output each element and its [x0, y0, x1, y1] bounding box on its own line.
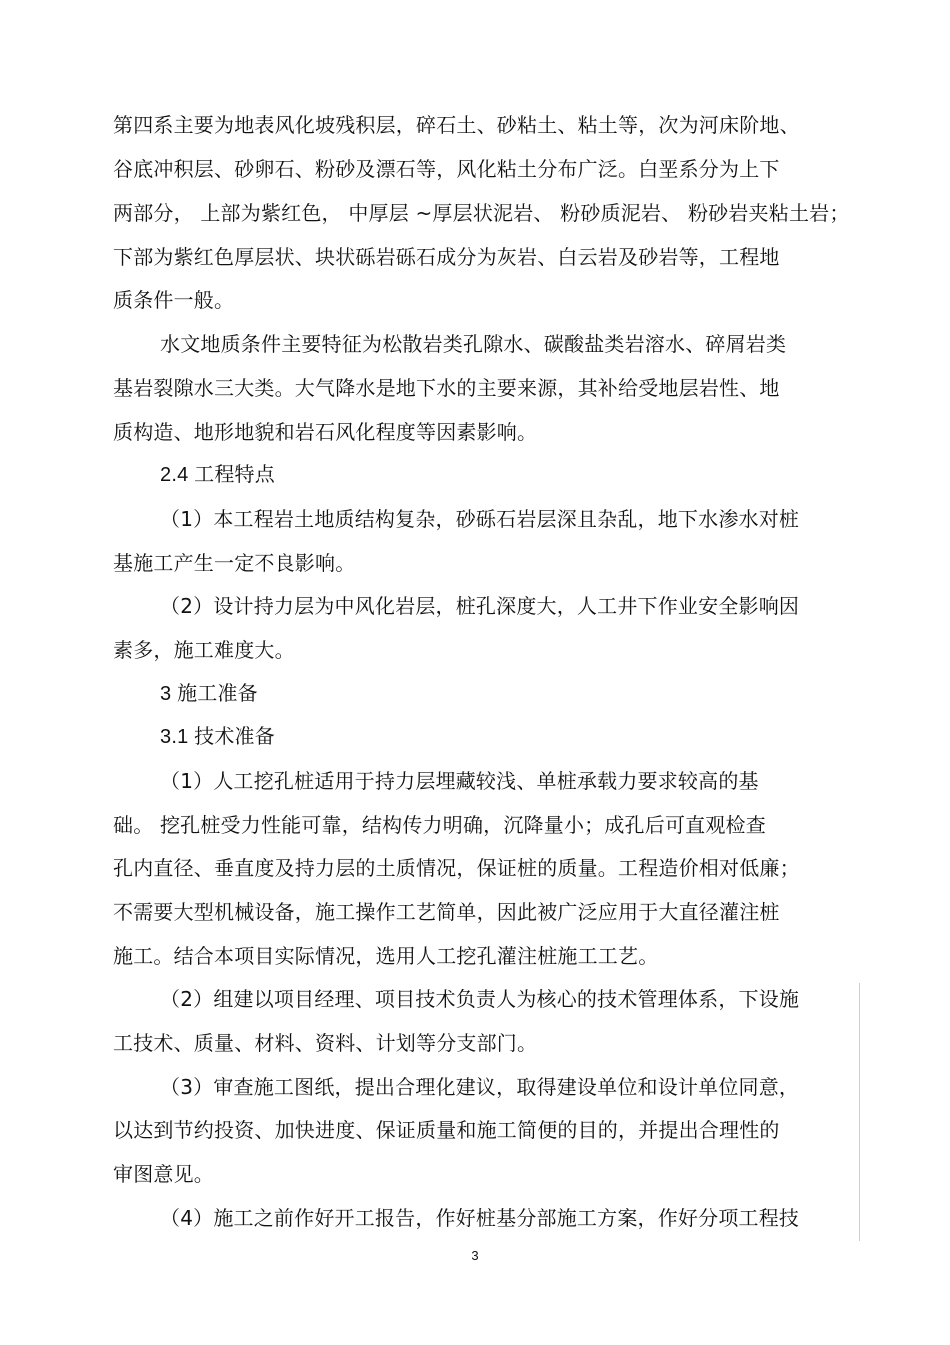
text-line: 孔内直径、垂直度及持力层的土质情况，保证桩的质量。工程造价相对低廉； — [113, 856, 800, 880]
section-heading: 2.4 工程特点 — [160, 464, 275, 486]
text-line: 审图意见。 — [113, 1162, 214, 1186]
text-line: 基施工产生一定不良影响。 — [113, 551, 356, 575]
margin-rule — [859, 983, 860, 1241]
text-line: （3）审查施工图纸，提出合理化建议，取得建设单位和设计单位同意， — [160, 1075, 800, 1099]
section-heading: 3 施工准备 — [160, 683, 258, 705]
text-line: 两部分， 上部为紫红色， 中厚层 ~厚层状泥岩、 粉砂质泥岩、 粉砂岩夹粘土岩； — [113, 201, 850, 225]
page-number: 3 — [471, 1248, 479, 1263]
text-line: 下部为紫红色厚层状、块状砾岩砾石成分为灰岩、白云岩及砂岩等，工程地 — [113, 245, 780, 269]
text-line: 以达到节约投资、加快进度、保证质量和施工简便的目的，并提出合理性的 — [113, 1118, 780, 1142]
text-line: 施工。结合本项目实际情况，选用人工挖孔灌注桩施工工艺。 — [113, 944, 659, 968]
text-line: （1）人工挖孔桩适用于持力层埋藏较浅、单桩承载力要求较高的基 — [160, 769, 759, 793]
text-line: （2）设计持力层为中风化岩层，桩孔深度大，人工井下作业安全影响因 — [160, 594, 800, 618]
text-line: 第四系主要为地表风化坡残积层，碎石土、砂粘土、粘土等，次为河床阶地、 — [113, 113, 800, 137]
text-line: 水文地质条件主要特征为松散岩类孔隙水、碳酸盐类岩溶水、碎屑岩类 — [160, 332, 787, 356]
text-line: 不需要大型机械设备，施工操作工艺简单，因此被广泛应用于大直径灌注桩 — [113, 900, 780, 924]
text-line: 质条件一般。 — [113, 288, 235, 312]
text-line: 素多，施工难度大。 — [113, 638, 295, 662]
section-heading: 3.1 技术准备 — [160, 726, 275, 748]
text-line: 质构造、地形地貌和岩石风化程度等因素影响。 — [113, 420, 538, 444]
text-line: 础。 挖孔桩受力性能可靠，结构传力明确，沉降量小；成孔后可直观检查 — [113, 813, 766, 837]
text-line: （2）组建以项目经理、项目技术负责人为核心的技术管理体系，下设施 — [160, 987, 800, 1011]
text-line: 基岩裂隙水三大类。大气降水是地下水的主要来源，其补给受地层岩性、地 — [113, 376, 780, 400]
text-line: 工技术、质量、材料、资料、计划等分支部门。 — [113, 1031, 538, 1055]
text-line: 谷底冲积层、砂卵石、粉砂及漂石等，风化粘土分布广泛。白垩系分为上下 — [113, 157, 780, 181]
text-line: （4）施工之前作好开工报告，作好桩基分部施工方案，作好分项工程技 — [160, 1206, 800, 1230]
text-line: （1）本工程岩土地质结构复杂，砂砾石岩层深且杂乱，地下水渗水对桩 — [160, 507, 800, 531]
